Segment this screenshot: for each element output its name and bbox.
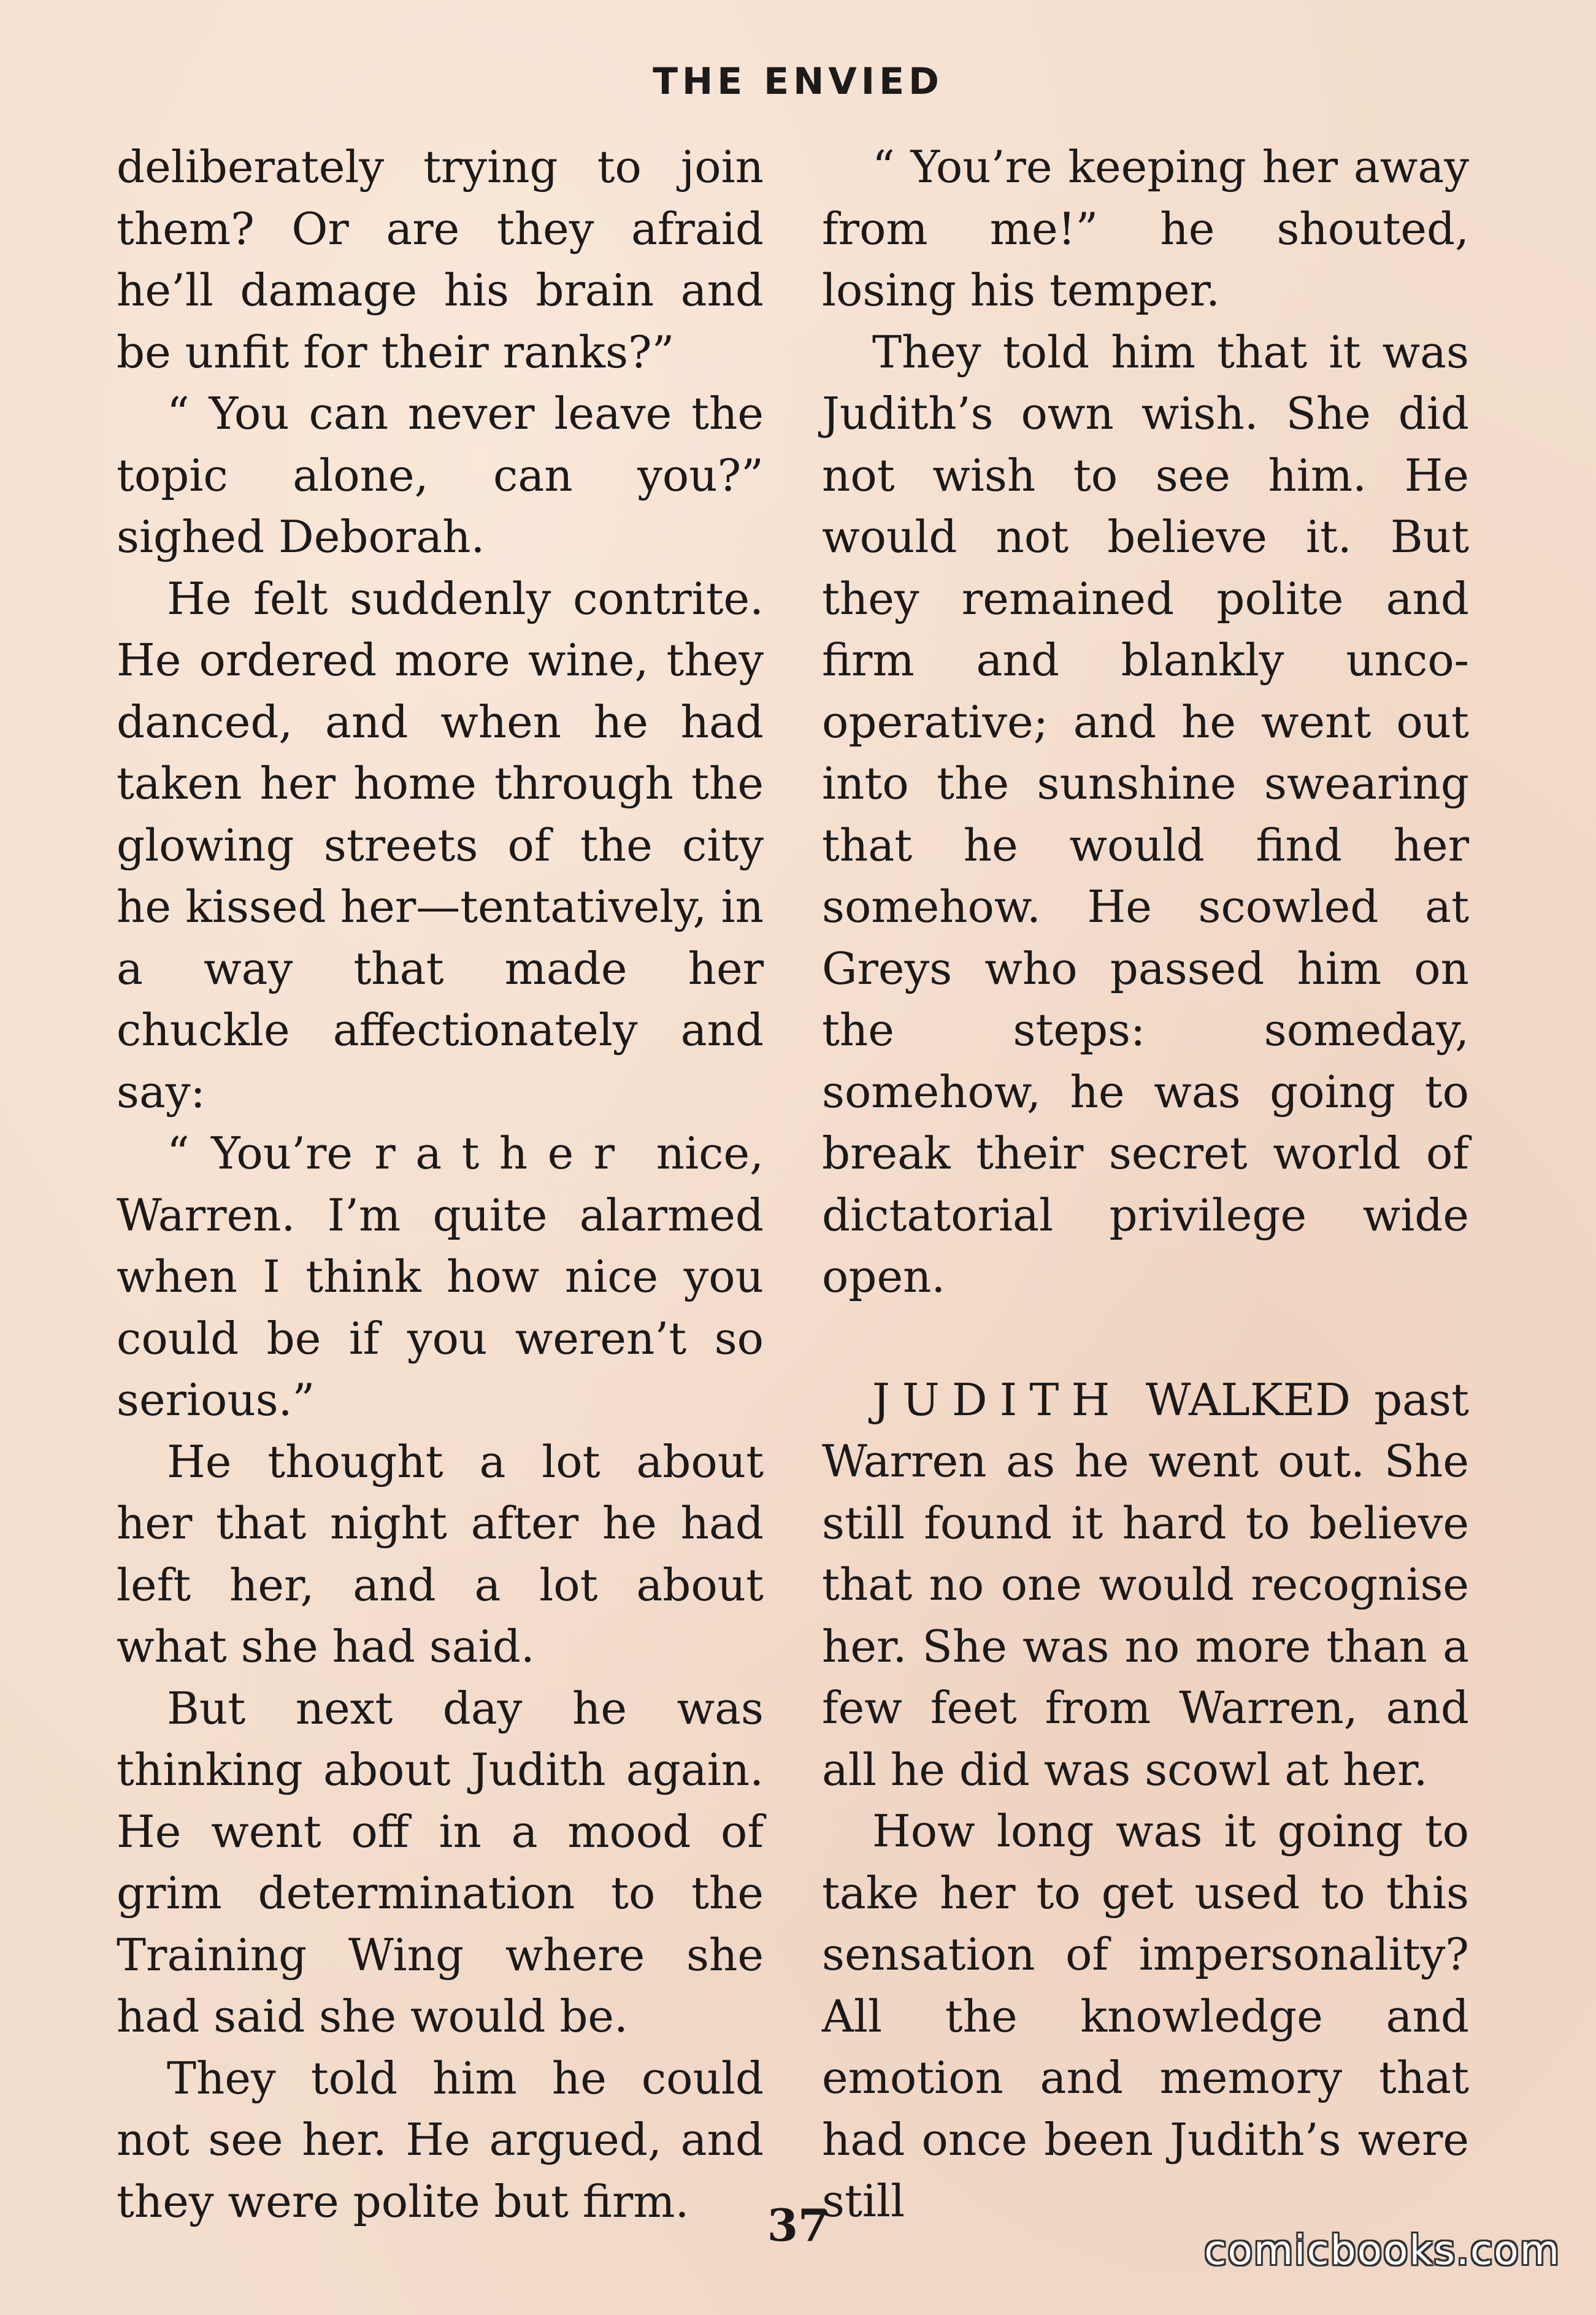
paragraph: They told him that it was Judith’s own wish. She did not wish to see him. He would not believe it. But they remained polite and firm and blankly unco-operative; and he went out into the sunshine swearing that he would find her somehow. He scowled at Greys who passed him on the steps: someday, somehow, he was going to break their secret world of dictatorial privilege wide open. (822, 326, 1469, 1302)
paragraph-lead: “ You’re (167, 1127, 375, 1179)
watermark: comicbooks.com (1204, 2227, 1560, 2274)
paragraph: He felt suddenly contrite. He ordered more wine, they danced, and when he had taken her home through the glowing streets of the city he kissed her—tentatively, in a way that made her chuckle affectionately and say: (117, 572, 764, 1118)
section-opening-paragraph (822, 1369, 1469, 1801)
page-number: 37 (767, 2199, 829, 2251)
paragraph: How long was it going to take her to get used to this sensation of impersonality? All the knowledge and emotion and memory that had once been Judith’s were still (822, 1805, 1469, 2227)
section-lead-smallcaps: JUDITH (872, 1373, 1122, 1426)
paragraph-rest: WALKED past Warren as he went out. She still found it hard to believe that no one would recognise her. She was no more than a few feet from Warren, and all he did was scowl at her. (822, 1373, 1469, 1795)
paragraph-rest: nice, Warren. I’m quite alarmed when I think how nice you could be if you weren’t so serious.” (117, 1127, 764, 1426)
running-head: THE ENVIED (653, 60, 943, 103)
paragraph (117, 1123, 764, 1431)
paragraph: He thought a lot about her that night after he had left her, and a lot about what she had said. (117, 1435, 764, 1672)
emphasized-word: rather (374, 1127, 635, 1179)
paragraph: “ You’re keeping her away from me!” he shouted, losing his temper. (822, 141, 1469, 316)
paragraph: But next day he was thinking about Judith again. He went off in a mood of grim determination to the Training Wing where she had said she would be. (117, 1682, 764, 2042)
left-column (117, 136, 764, 2232)
paragraph: They told him he could not see her. He argued, and they were polite but firm. (117, 2052, 764, 2227)
right-column (822, 136, 1469, 2232)
paragraph: “ You can never leave the topic alone, can you?” sighed Deborah. (117, 388, 764, 562)
paragraph: deliberately trying to join them? Or are they afraid he’ll damage his brain and be unfit for their ranks?” (117, 141, 764, 378)
